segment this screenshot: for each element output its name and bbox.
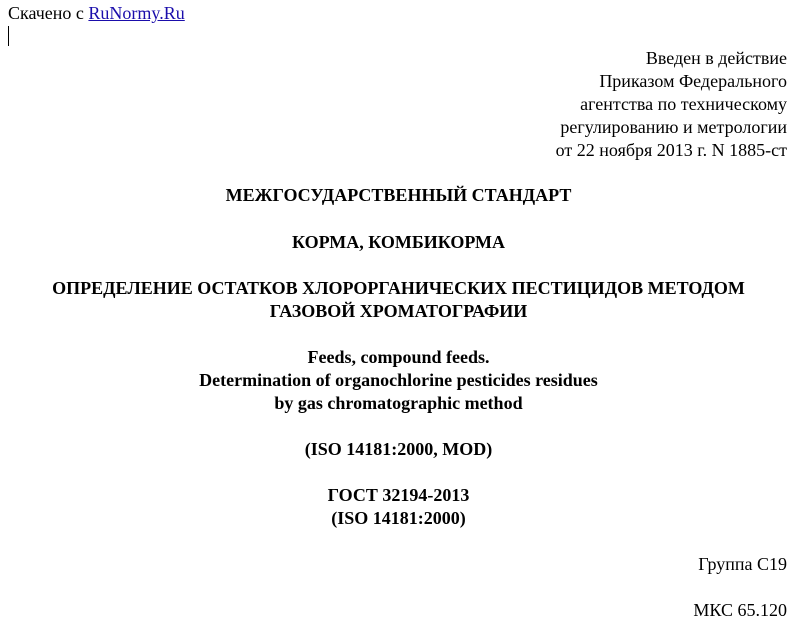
- gost-number: ГОСТ 32194-2013: [327, 485, 470, 505]
- standard-type: МЕЖГОСУДАРСТВЕННЫЙ СТАНДАРТ: [225, 185, 572, 205]
- introduction-line: Приказом Федерального: [599, 71, 787, 91]
- gost-iso: (ISO 14181:2000): [331, 508, 466, 528]
- gost-block: [0, 484, 790, 530]
- introduction-line: от 22 ноября 2013 г. N 1885-ст: [555, 140, 787, 160]
- introduction-line: Введен в действие: [645, 48, 787, 68]
- iso-mod-heading: [0, 438, 790, 461]
- group-code: Группа C19: [698, 554, 787, 574]
- text-cursor: [8, 26, 9, 46]
- title-ru-line: ГАЗОВОЙ ХРОМАТОГРАФИИ: [269, 301, 528, 321]
- iso-mod: (ISO 14181:2000, MOD): [304, 439, 493, 459]
- title-ru-line: ОПРЕДЕЛЕНИЕ ОСТАТКОВ ХЛОРОРГАНИЧЕСКИХ ПЕСТИЦИДОВ МЕТОДОМ: [52, 278, 745, 298]
- mks-code: МКС 65.120: [693, 600, 787, 620]
- subject-heading: [0, 231, 790, 254]
- standard-type-heading: [0, 184, 790, 207]
- source-line: [8, 2, 185, 25]
- title-en-line: Determination of organochlorine pesticides residues: [199, 370, 598, 390]
- title-ru: [0, 277, 790, 323]
- introduction-line: регулированию и метрологии: [560, 117, 787, 137]
- runormy-link[interactable]: RuNormy.Ru: [88, 3, 185, 23]
- subject: КОРМА, КОМБИКОРМА: [292, 232, 505, 252]
- introduction-line: агентства по техническому: [580, 94, 787, 114]
- title-en-line: by gas chromatographic method: [274, 393, 523, 413]
- title-en-line: Feeds, compound feeds.: [307, 347, 490, 367]
- source-prefix: Скачено с: [8, 3, 84, 23]
- introduction-block: [556, 47, 787, 162]
- title-en: [0, 346, 790, 415]
